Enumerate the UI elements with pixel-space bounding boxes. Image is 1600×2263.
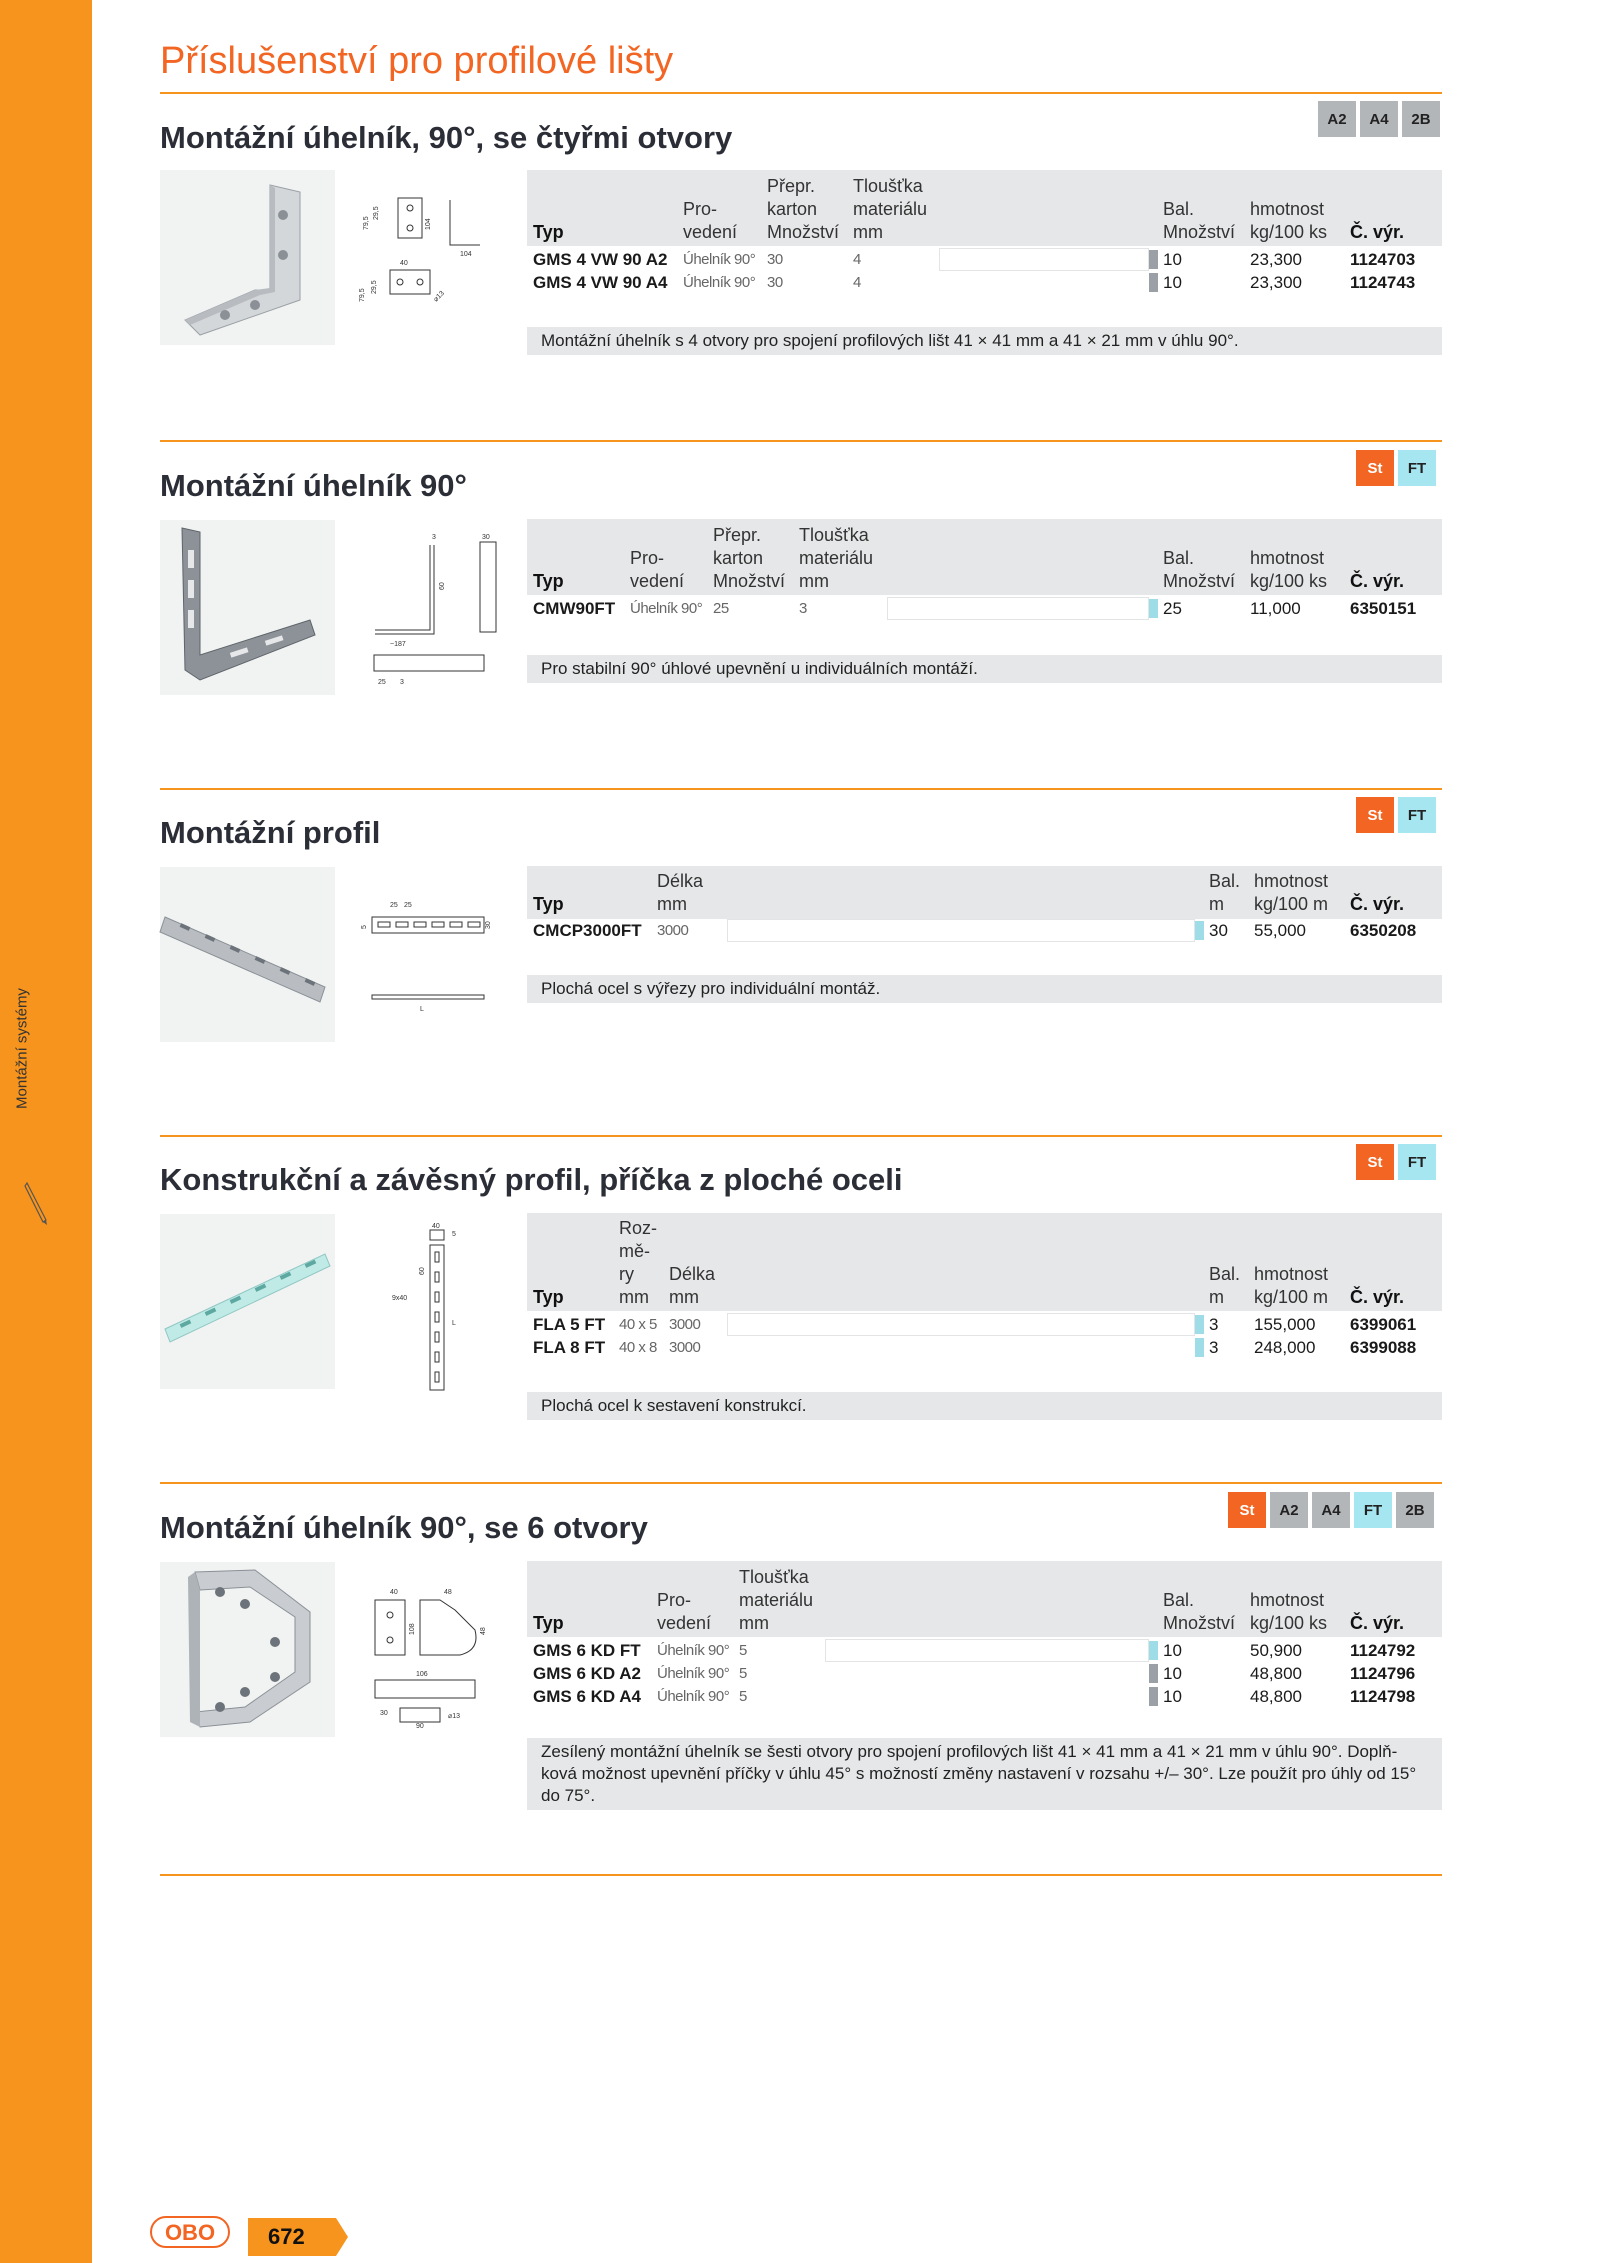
cell-cvyr: 1124703 (1350, 250, 1416, 269)
cell-delka: 3000 (669, 1339, 701, 1356)
availability-bar (1149, 250, 1158, 269)
empty-cell (939, 248, 1149, 271)
dimension-label: ⌀13 (432, 289, 446, 304)
dimension-label: 79,5 (359, 288, 366, 302)
availability-bar (1149, 599, 1158, 618)
cell-provedeni: Úhelník 90° (683, 251, 756, 268)
product-image (160, 170, 335, 345)
column-header-typ: Typ (533, 571, 564, 591)
column-header-cvyr: Č. výr. (1350, 222, 1405, 242)
material-tag: St (1228, 1492, 1266, 1528)
material-tags (1318, 101, 1440, 137)
section-title: Montážní profil (160, 815, 381, 850)
material-tags (1356, 450, 1436, 486)
cell-rozmery: 40 x 5 (619, 1316, 657, 1333)
cell-provedeni: Úhelník 90° (683, 274, 756, 291)
dimension-label: 9x40 (392, 1295, 408, 1302)
technical-drawing (360, 530, 510, 690)
cell-tloustka: 4 (853, 274, 861, 291)
section-title: Montážní úhelník 90°, se 6 otvory (160, 1510, 648, 1545)
column-header-hmotnost: hmotnost kg/100 ks (1250, 548, 1328, 591)
availability-bar (1149, 1664, 1158, 1683)
section-title: Montážní úhelník, 90°, se čtyřmi otvory (160, 120, 733, 155)
cell-typ: GMS 4 VW 90 A4 (533, 273, 668, 292)
cell-cvyr: 6399088 (1350, 1338, 1417, 1357)
column-header-tloustka: Tloušťka materiálu mm (739, 1567, 814, 1633)
column-header-bal: Bal. Množství (1163, 1590, 1236, 1633)
column-header-hmotnost: hmotnost kg/100 ks (1250, 1590, 1328, 1633)
availability-bar (1149, 1687, 1158, 1706)
table-row (527, 919, 1442, 942)
column-header-typ: Typ (533, 894, 564, 914)
column-header-cvyr: Č. výr. (1350, 1287, 1405, 1307)
section-title: Konstrukční a závěsný profil, příčka z ploché oceli (160, 1162, 903, 1197)
cell-cvyr: 6350151 (1350, 599, 1417, 618)
cell-provedeni: Úhelník 90° (657, 1688, 730, 1705)
column-header-provedeni: Pro- vedení (683, 199, 738, 242)
dimension-label: L (420, 1006, 424, 1013)
column-header-karton: Přepr. karton Množství (713, 525, 786, 591)
column-header-cvyr: Č. výr. (1350, 1613, 1405, 1633)
material-tag: A2 (1270, 1492, 1308, 1528)
cell-typ: FLA 8 FT (533, 1338, 606, 1357)
cell-bal: 10 (1163, 1687, 1182, 1706)
material-tag: 2B (1402, 101, 1440, 137)
cell-cvyr: 1124796 (1350, 1664, 1416, 1683)
dimension-label: 79,5 (363, 216, 370, 230)
material-tag: FT (1398, 1144, 1436, 1180)
logo-text: OBO (164, 2220, 216, 2245)
column-header-hmotnost: hmotnost kg/100 m (1254, 871, 1329, 914)
cell-tloustka: 4 (853, 251, 861, 268)
product-image (160, 867, 335, 1042)
section-title: Montážní úhelník 90° (160, 468, 467, 503)
column-header-delka: Délka mm (669, 1264, 716, 1307)
column-header-bal: Bal. Množství (1163, 548, 1236, 591)
table-row (527, 1685, 1442, 1708)
dimension-label: 30 (380, 1710, 388, 1717)
column-header-cvyr: Č. výr. (1350, 894, 1405, 914)
cell-tloustka: 5 (739, 1665, 747, 1682)
cell-bal: 10 (1163, 1664, 1182, 1683)
dimension-label: 48 (444, 1589, 452, 1596)
material-tag: 2B (1396, 1492, 1434, 1528)
side-label: Montážní systémy (13, 988, 31, 1109)
cell-delka: 3000 (669, 1316, 701, 1333)
dimension-label: 60 (419, 1267, 426, 1275)
column-header-typ: Typ (533, 1287, 564, 1307)
column-header-rozmery: Roz- mě- ry mm (619, 1218, 658, 1307)
divider (160, 1135, 1442, 1137)
table-row (527, 248, 1442, 271)
cell-typ: CMW90FT (533, 599, 616, 618)
material-tag: FT (1354, 1492, 1392, 1528)
material-tags (1228, 1492, 1434, 1528)
table-row (527, 1313, 1442, 1336)
pencil-icon (24, 1180, 50, 1226)
product-description: Pro stabilní 90° úhlové upevnění u individuálních montáží. (527, 655, 1442, 683)
dimension-label: 90 (416, 1723, 424, 1730)
cell-karton: 25 (713, 600, 729, 617)
cell-tloustka: 3 (799, 600, 807, 617)
empty-cell (727, 1313, 1195, 1336)
technical-drawing (390, 1220, 480, 1395)
page-number (248, 2218, 348, 2256)
table-row (527, 597, 1442, 620)
column-header-bal: Bal. Množství (1163, 199, 1236, 242)
material-tag: FT (1398, 797, 1436, 833)
column-header-tloustka: Tloušťka materiálu mm (799, 525, 874, 591)
cell-typ: GMS 6 KD A2 (533, 1664, 642, 1683)
sidebar (0, 0, 92, 2263)
availability-bar (1149, 273, 1158, 292)
column-header-hmotnost: hmotnost kg/100 ks (1250, 199, 1328, 242)
material-tag: St (1356, 1144, 1394, 1180)
column-header-bal: Bal. m (1209, 1264, 1241, 1307)
empty-cell (887, 597, 1149, 620)
dimension-label: 40 (400, 260, 408, 267)
table-row (527, 1639, 1442, 1662)
dimension-label: 3 (400, 679, 404, 686)
material-tags (1356, 797, 1436, 833)
cell-typ: GMS 6 KD FT (533, 1641, 641, 1660)
column-header-provedeni: Pro- vedení (630, 548, 685, 591)
table-row (527, 1662, 1442, 1685)
cell-tloustka: 5 (739, 1688, 747, 1705)
divider (160, 440, 1442, 442)
cell-cvyr: 6399061 (1350, 1315, 1417, 1334)
technical-drawing (360, 190, 490, 330)
dimension-label: 60 (439, 582, 446, 590)
dimension-label: 108 (409, 1623, 416, 1635)
dimension-label: 3 (432, 534, 436, 541)
product-image (160, 1562, 335, 1737)
divider (160, 92, 1442, 94)
dimension-label: 29,5 (373, 206, 380, 220)
cell-provedeni: Úhelník 90° (657, 1642, 730, 1659)
column-header-delka: Délka mm (657, 871, 704, 914)
cell-hmotnost: 248,000 (1254, 1338, 1316, 1357)
cell-bal: 3 (1209, 1315, 1219, 1334)
cell-hmotnost: 55,000 (1254, 921, 1306, 940)
table-row (527, 1336, 1442, 1359)
cell-cvyr: 1124743 (1350, 273, 1416, 292)
material-tag: FT (1398, 450, 1436, 486)
cell-rozmery: 40 x 8 (619, 1339, 657, 1356)
technical-drawing (360, 895, 500, 1025)
availability-bar (1195, 921, 1204, 940)
column-header-hmotnost: hmotnost kg/100 m (1254, 1264, 1329, 1307)
cell-karton: 30 (767, 274, 783, 291)
cell-typ: GMS 6 KD A4 (533, 1687, 642, 1706)
dimension-label: 25 (378, 679, 386, 686)
column-header-karton: Přepr. karton Množství (767, 176, 840, 242)
column-header-provedeni: Pro- vedení (657, 1590, 712, 1633)
cell-hmotnost: 23,300 (1250, 273, 1302, 292)
cell-delka: 3000 (657, 922, 689, 939)
dimension-label: 30 (482, 534, 490, 541)
column-header-typ: Typ (533, 222, 564, 242)
cell-provedeni: Úhelník 90° (630, 600, 703, 617)
cell-hmotnost: 48,800 (1250, 1687, 1302, 1706)
availability-bar (1195, 1338, 1204, 1357)
cell-typ: FLA 5 FT (533, 1315, 606, 1334)
product-image (160, 520, 335, 695)
column-header-tloustka: Tloušťka materiálu mm (853, 176, 928, 242)
cell-bal: 25 (1163, 599, 1182, 618)
cell-typ: CMCP3000FT (533, 921, 642, 940)
divider (160, 1874, 1442, 1876)
dimension-label: ~187 (390, 641, 406, 648)
column-header-cvyr: Č. výr. (1350, 571, 1405, 591)
cell-bal: 3 (1209, 1338, 1219, 1357)
dimension-label: 5 (452, 1231, 456, 1238)
cell-karton: 30 (767, 251, 783, 268)
product-description: Plochá ocel s výřezy pro individuální montáž. (527, 975, 1442, 1003)
cell-bal: 30 (1209, 921, 1228, 940)
product-description: Plochá ocel k sestavení konstrukcí. (527, 1392, 1442, 1420)
dimension-label: 106 (416, 1671, 428, 1678)
column-header-typ: Typ (533, 1613, 564, 1633)
page-title: Příslušenství pro profilové lišty (160, 40, 674, 82)
product-description: Zesílený montážní úhelník se šesti otvory pro spojení profilových lišt 41 × 41 mm a 41 × 21 mm v úhlu 90°. Doplň-ková možnost upevnění příčky v úhlu 45° s možností změny nastavení v rozsahu +/– 30°. Lze použít pro úhly od 15° do 75°. (527, 1738, 1442, 1810)
dimension-label: 29,5 (371, 280, 378, 294)
dimension-label: ⌀13 (448, 1713, 461, 1720)
dimension-label: 25 (390, 902, 398, 909)
availability-bar (1149, 1641, 1158, 1660)
cell-tloustka: 5 (739, 1642, 747, 1659)
material-tags (1356, 1144, 1436, 1180)
cell-cvyr: 1124792 (1350, 1641, 1416, 1660)
obo-logo (150, 2215, 230, 2249)
dimension-label: 48 (480, 1627, 487, 1635)
cell-typ: GMS 4 VW 90 A2 (533, 250, 668, 269)
material-tag: A2 (1318, 101, 1356, 137)
divider (160, 1482, 1442, 1484)
empty-cell (727, 919, 1195, 942)
dimension-label: 25 (404, 902, 412, 909)
dimension-label: 40 (390, 1589, 398, 1596)
empty-cell (825, 1639, 1149, 1662)
dimension-label: L (452, 1320, 456, 1327)
cell-cvyr: 6350208 (1350, 921, 1417, 940)
dimension-label: 30 (485, 921, 492, 929)
page-number-text: 672 (268, 2224, 305, 2249)
cell-hmotnost: 48,800 (1250, 1664, 1302, 1683)
divider (160, 788, 1442, 790)
column-header-bal: Bal. m (1209, 871, 1241, 914)
dimension-label: 104 (425, 218, 432, 230)
availability-bar (1195, 1315, 1204, 1334)
cell-bal: 10 (1163, 250, 1182, 269)
material-tag: St (1356, 797, 1394, 833)
table-row (527, 271, 1442, 294)
dimension-label: 40 (432, 1223, 440, 1230)
material-tag: A4 (1360, 101, 1398, 137)
cell-provedeni: Úhelník 90° (657, 1665, 730, 1682)
technical-drawing (360, 1580, 520, 1730)
cell-bal: 10 (1163, 273, 1182, 292)
product-image (160, 1214, 335, 1389)
product-description: Montážní úhelník s 4 otvory pro spojení profilových lišt 41 × 41 mm a 41 × 21 mm v úhlu 90°. (527, 327, 1442, 355)
material-tag: A4 (1312, 1492, 1350, 1528)
dimension-label: 5 (361, 925, 368, 929)
cell-hmotnost: 23,300 (1250, 250, 1302, 269)
cell-cvyr: 1124798 (1350, 1687, 1416, 1706)
cell-hmotnost: 11,000 (1250, 599, 1301, 618)
cell-bal: 10 (1163, 1641, 1182, 1660)
cell-hmotnost: 50,900 (1250, 1641, 1302, 1660)
material-tag: St (1356, 450, 1394, 486)
dimension-label: 104 (460, 251, 472, 258)
cell-hmotnost: 155,000 (1254, 1315, 1316, 1334)
